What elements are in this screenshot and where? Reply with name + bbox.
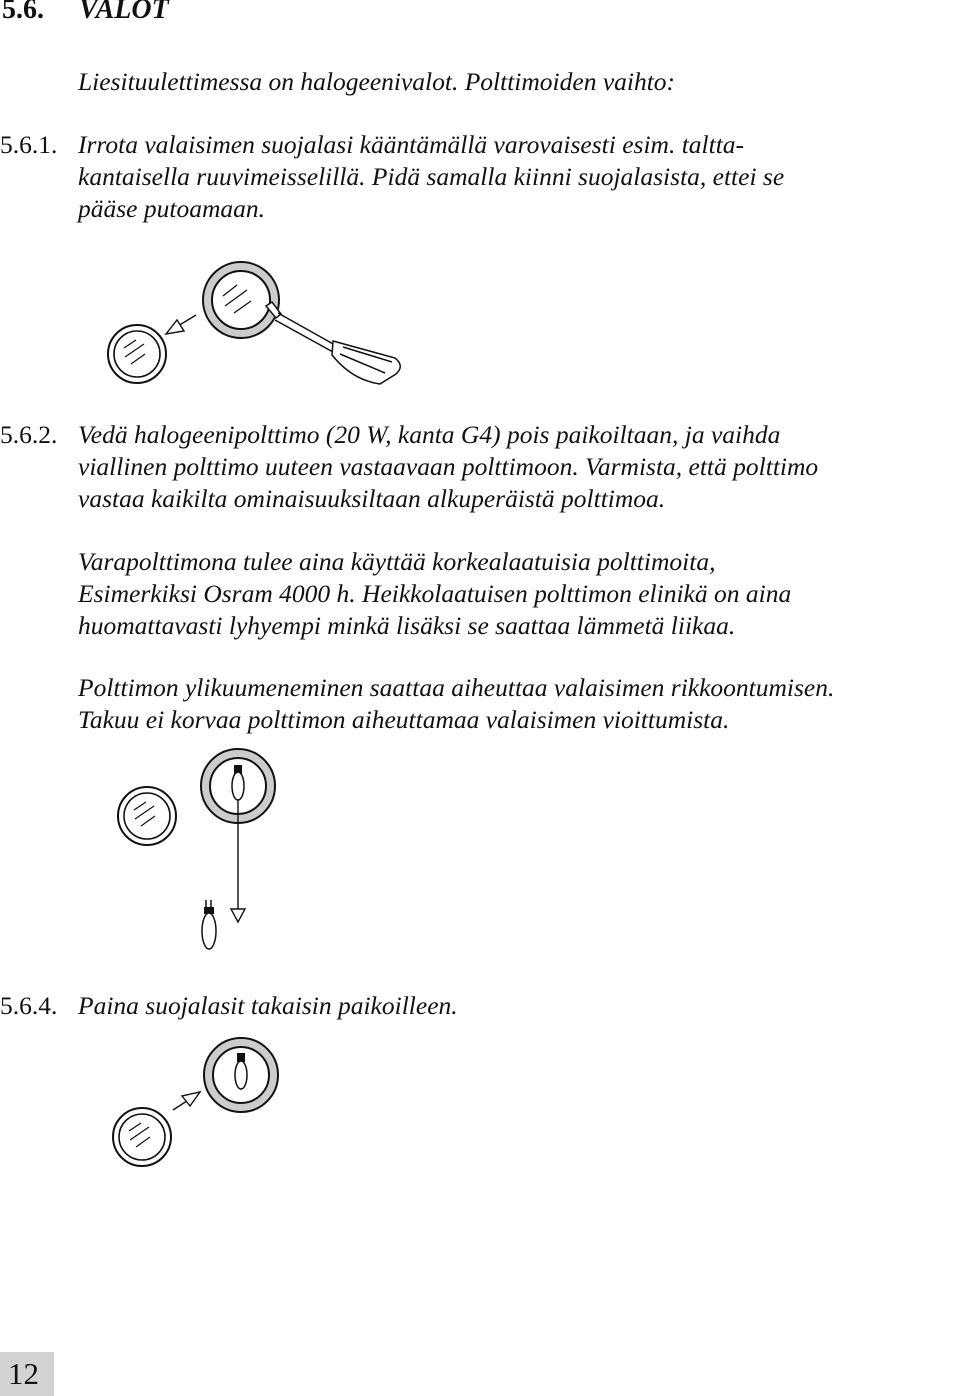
paragraph-line: Varapolttimona tulee aina käyttää korkealaatuisia polttimoita, [78, 547, 716, 576]
halogen-bulb-icon [202, 900, 216, 949]
removed-cover-glass-icon [118, 787, 176, 845]
section-heading [2, 0, 169, 26]
step-number: 5.6.2. [0, 420, 58, 449]
figure-reinstall-cover-glass [105, 1035, 285, 1175]
page-number: 12 [0, 1352, 54, 1396]
arrow-icon [166, 315, 196, 334]
paragraph-line: Polttimon ylikuumeneminen saattaa aiheuttaa valaisimen rikkoontumisen. [78, 673, 835, 702]
paragraph-spare-bulbs [78, 546, 791, 642]
figure-remove-cover-glass [100, 258, 420, 398]
paragraph-line: Takuu ei korvaa polttimon aiheuttamaa valaisimen vioittumista. [78, 705, 730, 734]
screwdriver-icon [266, 302, 400, 384]
section-number: 5.6. [2, 0, 44, 25]
loose-cover-glass-icon [108, 325, 166, 383]
step-line: Vedä halogeenipolttimo (20 W, kanta G4) pois paikoiltaan, ja vaihda [78, 420, 781, 449]
fixture-with-bulb-icon [204, 1038, 278, 1112]
arrow-icon [173, 1092, 200, 1110]
step-number: 5.6.1. [0, 130, 58, 159]
cover-glass-icon [113, 1108, 171, 1166]
step-line: kantaisella ruuvimeisselillä. Pidä samalla kiinni suojalasista, ettei se [78, 162, 785, 191]
step-line: Irrota valaisimen suojalasi kääntämällä varovaisesti esim. taltta- [78, 130, 745, 159]
step-line: pääse putoamaan. [78, 194, 265, 223]
paragraph-line: Esimerkiksi Osram 4000 h. Heikkolaatuisen polttimon elinikä on aina [78, 579, 792, 608]
paragraph-line: huomattavasti lyhyempi minkä lisäksi se saattaa lämmetä liikaa. [78, 611, 736, 640]
section-title: VALOT [79, 0, 169, 25]
intro-text: Liesituulettimessa on halogeenivalot. Polttimoiden vaihto: [78, 67, 676, 96]
step-line: Paina suojalasit takaisin paikoilleen. [78, 991, 458, 1020]
step-line: viallinen polttimo uuteen vastaavaan polttimoon. Varmista, että polttimo [78, 452, 819, 481]
figure-replace-bulb [110, 740, 285, 955]
step-line: vastaa kaikilta ominaisuuksiltaan alkuperäistä polttimoa. [78, 484, 666, 513]
step-number: 5.6.4. [0, 991, 58, 1020]
paragraph-warranty [78, 672, 834, 736]
light-fixture-icon [203, 262, 279, 338]
